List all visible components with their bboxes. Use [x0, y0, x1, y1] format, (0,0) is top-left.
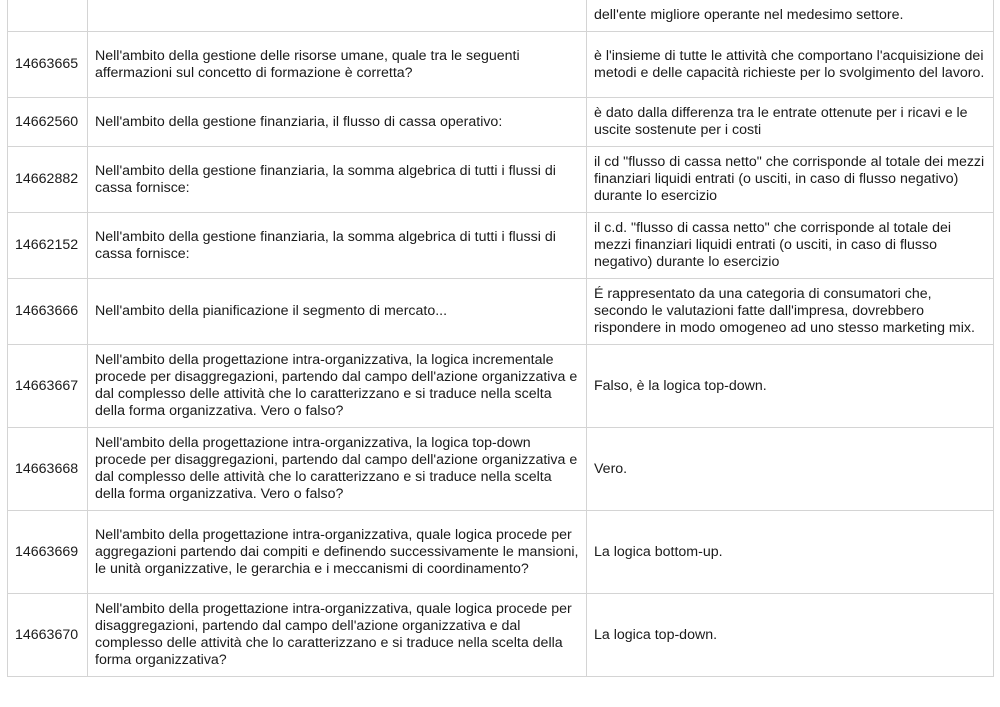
question-cell: Nell'ambito della progettazione intra-organizzativa, la logica top-down procede per disaggregazioni, partendo dal campo dell'azione organizzativa e dal complesso delle attività che lo caratterizzano e si traduce nella scelta della forma organizzativa. Vero o falso? — [88, 428, 587, 511]
question-cell — [88, 0, 587, 32]
table-row — [8, 279, 994, 345]
question-id-cell: 14663666 — [8, 279, 88, 345]
question-cell: Nell'ambito della pianificazione il segmento di mercato... — [88, 279, 587, 345]
table-row — [8, 213, 994, 279]
question-id-cell: 14662560 — [8, 98, 88, 147]
table-row — [8, 511, 994, 594]
answer-cell: La logica bottom-up. — [587, 511, 994, 594]
question-id-cell: 14663667 — [8, 345, 88, 428]
answer-cell: il cd "flusso di cassa netto" che corrisponde al totale dei mezzi finanziari liquidi entrati (o usciti, in caso di flusso negativo) durante lo esercizio — [587, 147, 994, 213]
answer-cell: Falso, è la logica top-down. — [587, 345, 994, 428]
quiz-table-container — [7, 0, 993, 677]
question-id-cell — [8, 0, 88, 32]
question-cell: Nell'ambito della gestione delle risorse umane, quale tra le seguenti affermazioni sul concetto di formazione è corretta? — [88, 32, 587, 98]
question-id-cell: 14662152 — [8, 213, 88, 279]
table-row — [8, 428, 994, 511]
answer-cell: è l'insieme di tutte le attività che comportano l'acquisizione dei metodi e delle capacità richieste per lo svolgimento del lavoro. — [587, 32, 994, 98]
question-cell: Nell'ambito della progettazione intra-organizzativa, quale logica procede per disaggregazioni, partendo dal campo dell'azione organizzativa e dal complesso delle attività che lo caratterizzano e si traduce nella scelta della forma organizzativa? — [88, 594, 587, 677]
question-id-cell: 14663670 — [8, 594, 88, 677]
answer-cell: La logica top-down. — [587, 594, 994, 677]
question-cell: Nell'ambito della gestione finanziaria, il flusso di cassa operativo: — [88, 98, 587, 147]
answer-cell: Vero. — [587, 428, 994, 511]
table-row — [8, 345, 994, 428]
question-id-cell: 14663668 — [8, 428, 88, 511]
table-row — [8, 147, 994, 213]
question-cell: Nell'ambito della gestione finanziaria, la somma algebrica di tutti i flussi di cassa fornisce: — [88, 147, 587, 213]
answer-cell: è dato dalla differenza tra le entrate ottenute per i ricavi e le uscite sostenute per i costi — [587, 98, 994, 147]
quiz-table — [7, 0, 994, 677]
table-row — [8, 594, 994, 677]
answer-cell: il c.d. "flusso di cassa netto" che corrisponde al totale dei mezzi finanziari liquidi entrati (o usciti, in caso di flusso negativo) durante lo esercizio — [587, 213, 994, 279]
table-row — [8, 0, 994, 32]
question-id-cell: 14663665 — [8, 32, 88, 98]
table-row — [8, 98, 994, 147]
question-cell: Nell'ambito della progettazione intra-organizzativa, la logica incrementale procede per disaggregazioni, partendo dal campo dell'azione organizzativa e dal complesso delle attività che lo caratterizzano e si traduce nella scelta della forma organizzativa. Vero o falso? — [88, 345, 587, 428]
table-row — [8, 32, 994, 98]
answer-cell: dell'ente migliore operante nel medesimo settore. — [587, 0, 994, 32]
question-cell: Nell'ambito della progettazione intra-organizzativa, quale logica procede per aggregazioni partendo dai compiti e definendo successivamente le mansioni, le unità organizzative, le gerarchia e i meccanismi di coordinamento? — [88, 511, 587, 594]
question-id-cell: 14662882 — [8, 147, 88, 213]
question-cell: Nell'ambito della gestione finanziaria, la somma algebrica di tutti i flussi di cassa fornisce: — [88, 213, 587, 279]
answer-cell: É rappresentato da una categoria di consumatori che, secondo le valutazioni fatte dall'impresa, dovrebbero rispondere in modo omogeneo ad uno stesso marketing mix. — [587, 279, 994, 345]
question-id-cell: 14663669 — [8, 511, 88, 594]
